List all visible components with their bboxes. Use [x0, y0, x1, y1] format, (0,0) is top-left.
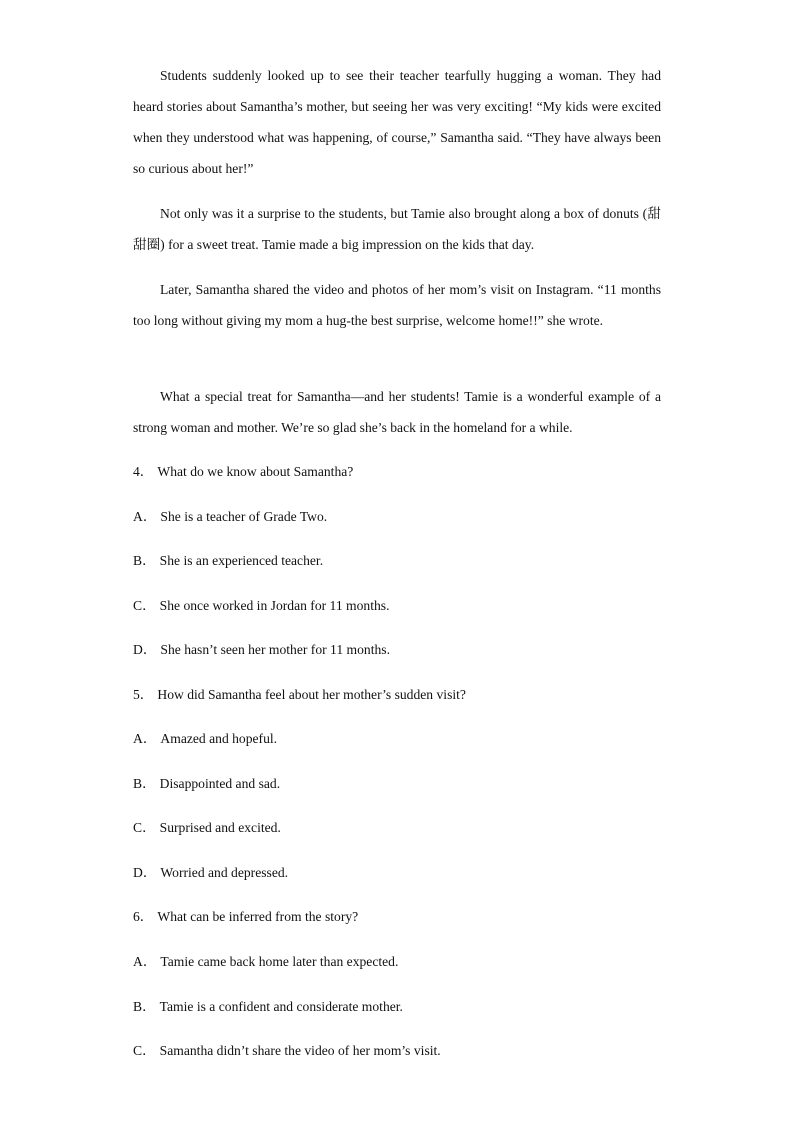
question-text: What do we know about Samantha?: [157, 464, 354, 479]
question-5-option-a: [133, 729, 277, 749]
option-letter: C．: [133, 598, 156, 613]
option-text: She hasn’t seen her mother for 11 months.: [160, 642, 390, 657]
question-text: What can be inferred from the story?: [157, 909, 359, 924]
question-6: [133, 907, 358, 927]
option-text: Worried and depressed.: [160, 865, 289, 880]
option-letter: C．: [133, 1043, 156, 1058]
option-text: Amazed and hopeful.: [160, 731, 278, 746]
question-number: 4．: [133, 464, 154, 479]
question-4: [133, 462, 353, 482]
option-text: Disappointed and sad.: [159, 776, 281, 791]
option-text: She once worked in Jordan for 11 months.: [159, 598, 390, 613]
question-6-option-a: [133, 952, 398, 972]
option-text: Samantha didn’t share the video of her mom’s visit.: [159, 1043, 441, 1058]
passage-paragraph-2: Not only was it a surprise to the students, but Tamie also brought along a box of donuts (甜甜圈) for a sweet treat. Tamie made a big impression on the kids that day.: [133, 206, 661, 252]
question-text: How did Samantha feel about her mother’s sudden visit?: [157, 687, 466, 702]
question-number: 6．: [133, 909, 154, 924]
passage-paragraph-1: Students suddenly looked up to see their teacher tearfully hugging a woman. They had heard stories about Samantha’s mother, but seeing her was very exciting! “My kids were excited when they understood what was happening, of course,” Samantha said. “They have always been so curious about her!”: [133, 68, 661, 176]
option-letter: B．: [133, 999, 156, 1014]
question-number: 5．: [133, 687, 154, 702]
question-4-option-a: [133, 507, 327, 527]
option-letter: A．: [133, 731, 157, 746]
option-letter: D．: [133, 865, 157, 880]
question-6-option-c: [133, 1041, 441, 1061]
option-text: Tamie came back home later than expected.: [160, 954, 399, 969]
option-letter: B．: [133, 553, 156, 568]
question-5-option-b: [133, 774, 280, 794]
question-4-option-c: [133, 596, 389, 616]
question-5-option-d: [133, 863, 288, 883]
option-letter: D．: [133, 642, 157, 657]
option-text: Surprised and excited.: [159, 820, 281, 835]
option-letter: A．: [133, 509, 157, 524]
question-4-option-b: [133, 551, 323, 571]
option-text: Tamie is a confident and considerate mother.: [159, 999, 403, 1014]
option-letter: A．: [133, 954, 157, 969]
question-5-option-c: [133, 818, 281, 838]
passage-paragraph-3: Later, Samantha shared the video and photos of her mom’s visit on Instagram. “11 months too long without giving my mom a hug-the best surprise, welcome home!!” she wrote.: [133, 282, 661, 328]
question-6-option-b: [133, 997, 403, 1017]
option-letter: C．: [133, 820, 156, 835]
option-letter: B．: [133, 776, 156, 791]
passage-paragraph-4: What a special treat for Samantha—and her students! Tamie is a wonderful example of a strong woman and mother. We’re so glad she’s back in the homeland for a while.: [133, 389, 661, 435]
option-text: She is a teacher of Grade Two.: [160, 509, 328, 524]
question-4-option-d: [133, 640, 390, 660]
option-text: She is an experienced teacher.: [159, 553, 324, 568]
question-5: [133, 685, 466, 705]
